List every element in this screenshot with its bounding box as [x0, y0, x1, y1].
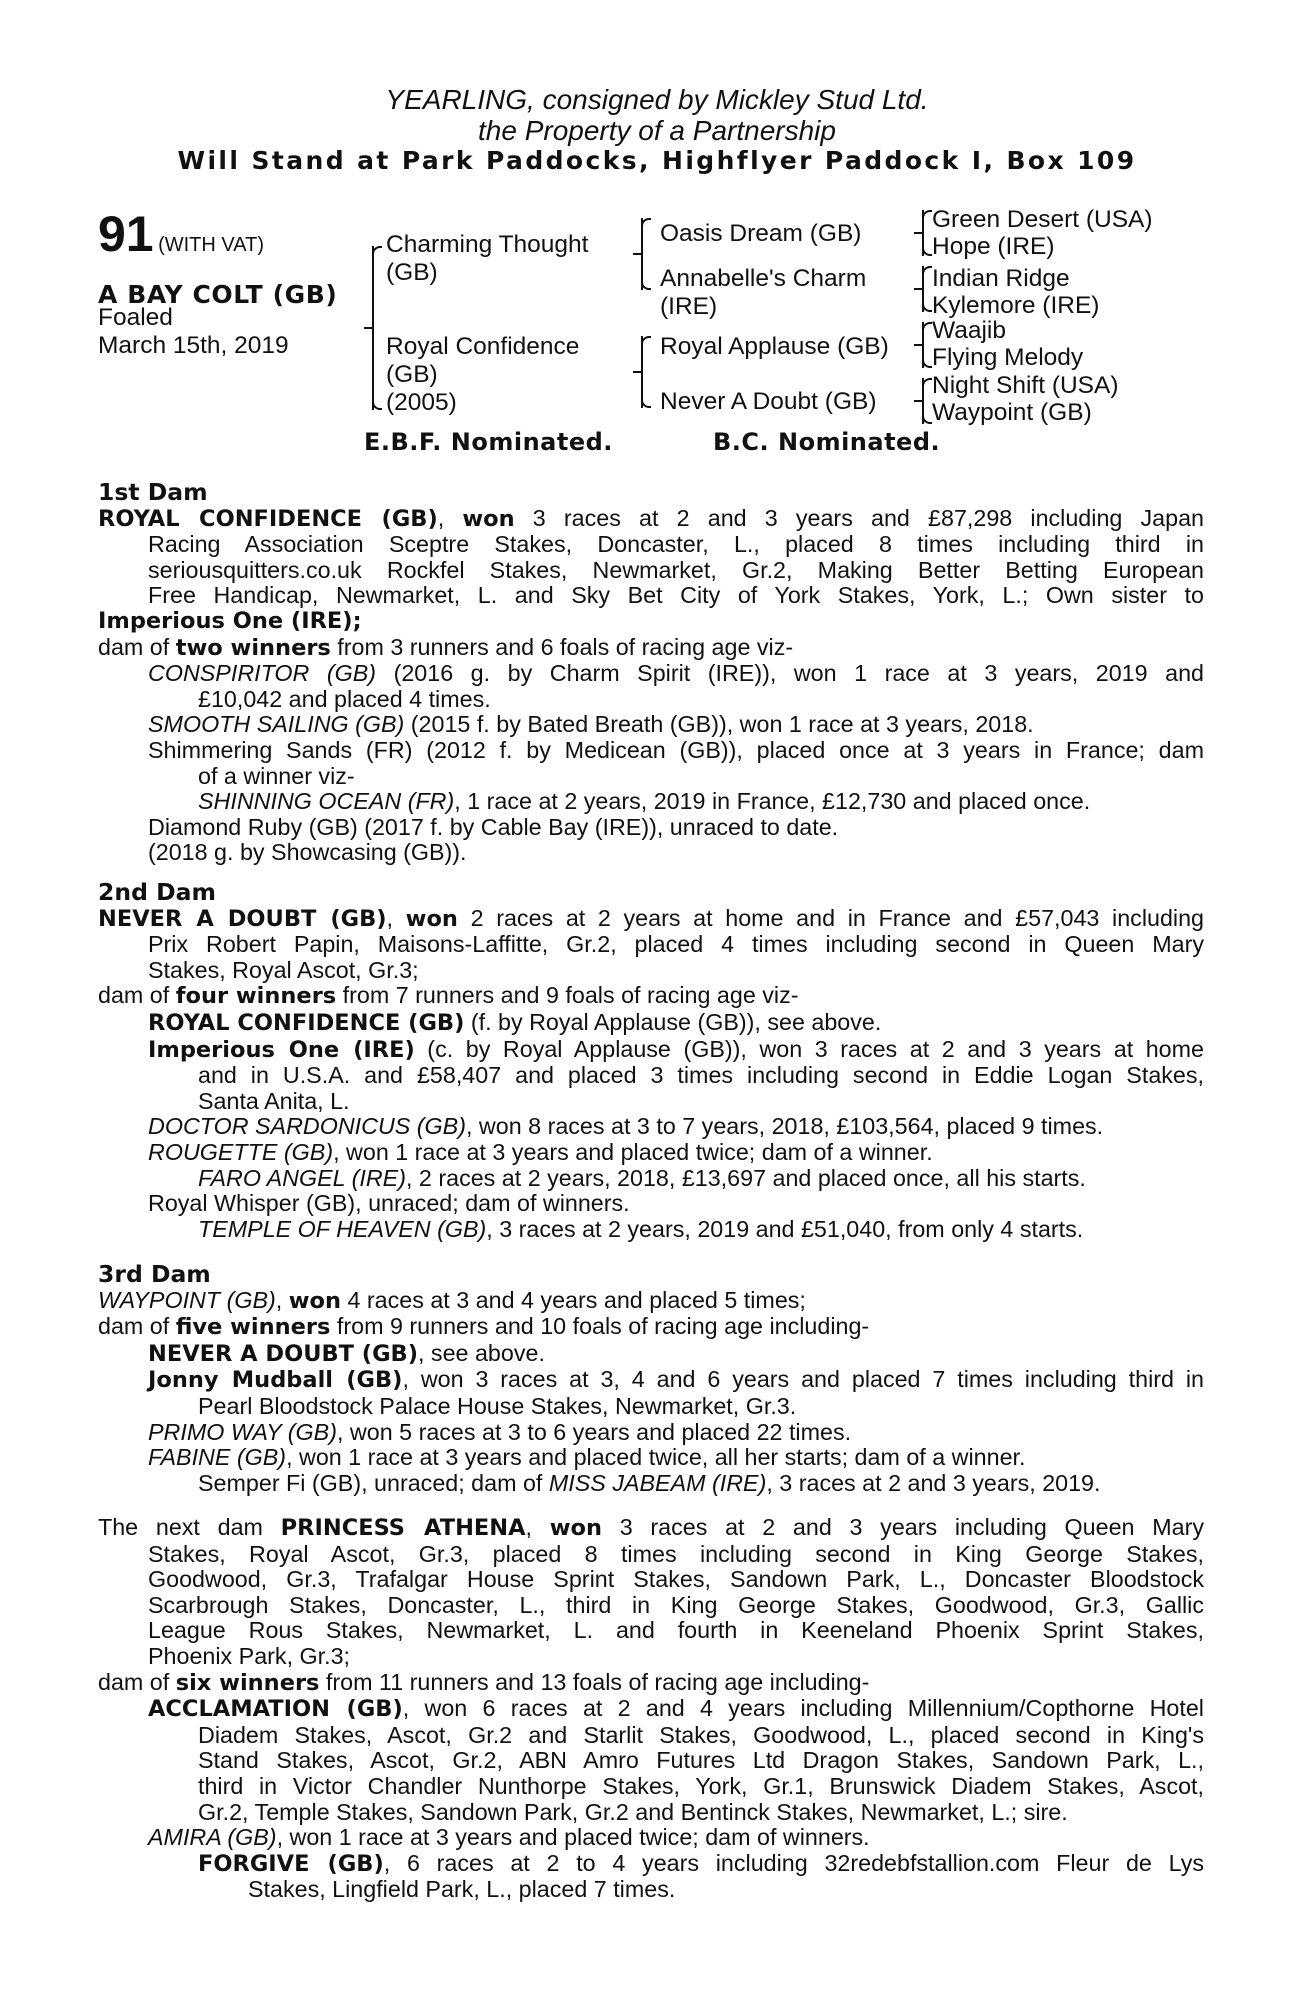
produce-primo-way: PRIMO WAY (GB), won 5 races at 3 to 6 years and placed 22 times.	[148, 1418, 852, 1445]
horse-name: A BAY COLT (GB)	[98, 280, 338, 309]
pedigree-brace-sire	[641, 218, 643, 290]
pedigree-g1: Green Desert (USA)	[932, 206, 1153, 233]
second-dam-section	[98, 880, 1204, 1242]
second-dam-heading: 2nd Dam	[98, 878, 216, 906]
first-dam-line-5: Imperious One (IRE);	[98, 607, 362, 634]
produce-forgive-cont: Stakes, Lingfield Park, L., placed 7 times.	[248, 1876, 676, 1903]
pedigree-brace-g2	[922, 266, 924, 312]
produce-jonny-mudball-cont: Pearl Bloodstock Palace House Stakes, Newmarket, Gr.3.	[198, 1392, 797, 1419]
next-dam-line-1: The next dam PRINCESS ATHENA, won 3 races at 2 and 3 years including Queen Mary	[98, 1514, 1204, 1541]
produce-shinning-ocean: SHINNING OCEAN (FR), 1 race at 2 years, 2019 in France, £12,730 and placed once.	[198, 788, 1091, 815]
first-dam-heading: 1st Dam	[98, 478, 208, 506]
pedigree-brace-main	[372, 246, 374, 410]
pedigree-dam-sire: Royal Applause (GB)	[660, 333, 889, 360]
header-line-2: the Property of a Partnership	[478, 115, 836, 146]
third-dam-section	[98, 1262, 1204, 1496]
first-dam-line-4: Free Handicap, Newmarket, L. and Sky Bet City of York Stakes, York, L.; Own sister to	[148, 582, 1204, 609]
produce-acclamation-cont-2: Stand Stakes, Ascot, Gr.2, ABN Amro Futures Ltd Dragon Stakes, Sandown Park, L.,	[198, 1747, 1204, 1774]
produce-fabine: FABINE (GB), won 1 race at 3 years and placed twice, all her starts; dam of a winner.	[148, 1444, 1026, 1471]
produce-conspiritor-cont: £10,042 and placed 4 times.	[198, 685, 491, 712]
second-dam-line-1: NEVER A DOUBT (GB), won 2 races at 2 years at home and in France and £57,043 including	[98, 904, 1204, 932]
produce-imperious-one: Imperious One (IRE) (c. by Royal Applause (GB)), won 3 races at 2 and 3 years at home	[148, 1035, 1204, 1063]
produce-smooth-sailing: SMOOTH SAILING (GB) (2015 f. by Bated Breath (GB)), won 1 race at 3 years, 2018.	[148, 711, 1034, 738]
produce-shimmering-sands-cont: of a winner viz-	[198, 762, 355, 789]
produce-shimmering-sands: Shimmering Sands (FR) (2012 f. by Medicean (GB)), placed once at 3 years in France; dam	[148, 736, 1204, 763]
produce-2018-colt: (2018 g. by Showcasing (GB)).	[148, 839, 467, 866]
produce-acclamation-cont-1: Diadem Stakes, Ascot, Gr.2 and Starlit Stakes, Goodwood, L., placed second in King's	[198, 1721, 1204, 1748]
first-dam-line-3: seriousquitters.co.uk Rockfel Stakes, Newmarket, Gr.2, Making Better Betting European	[148, 556, 1204, 583]
produce-rougette: ROUGETTE (GB), won 1 race at 3 years and placed twice; dam of a winner.	[148, 1138, 933, 1165]
first-dam-line-2: Racing Association Sceptre Stakes, Doncaster, L., placed 8 times including third in	[148, 531, 1204, 558]
pedigree-sire: Charming Thought (GB)	[386, 231, 589, 286]
produce-semper-fi: Semper Fi (GB), unraced; dam of MISS JABEAM (IRE), 3 races at 2 and 3 years, 2019.	[198, 1469, 1101, 1496]
next-dam-section	[98, 1515, 1204, 1903]
third-dam-produce-summary: dam of five winners from 9 runners and 10 foals of racing age including-	[98, 1313, 870, 1341]
ebf-nominated: E.B.F. Nominated.	[364, 428, 613, 456]
produce-forgive: FORGIVE (GB), 6 races at 2 to 4 years including 32redebfstallion.com Fleur de Lys	[198, 1849, 1204, 1877]
next-dam-line-2: Stakes, Royal Ascot, Gr.3, placed 8 times including second in King George Stakes,	[148, 1540, 1204, 1567]
produce-amira: AMIRA (GB), won 1 race at 3 years and placed twice; dam of winners.	[148, 1824, 870, 1851]
produce-temple-of-heaven: TEMPLE OF HEAVEN (GB), 3 races at 2 years, 2019 and £51,040, from only 4 starts.	[198, 1215, 1084, 1242]
produce-doctor-sardonicus: DOCTOR SARDONICUS (GB), won 8 races at 3 to 7 years, 2018, £103,564, placed 9 times.	[148, 1113, 1104, 1140]
pedigree-g2: Hope (IRE)	[932, 233, 1055, 260]
pedigree-g6: Flying Melody	[932, 344, 1084, 371]
header-line-1: YEARLING, consigned by Mickley Stud Ltd.	[385, 84, 929, 115]
pedigree-sire-dam: Annabelle's Charm (IRE)	[660, 265, 867, 320]
produce-faro-angel: FARO ANGEL (IRE), 2 races at 2 years, 2018, £13,697 and placed once, all his starts.	[198, 1164, 1086, 1191]
produce-imperious-one-cont: and in U.S.A. and £58,407 and placed 3 times including second in Eddie Logan Stakes,	[198, 1062, 1204, 1089]
pedigree-g3: Indian Ridge	[932, 265, 1070, 292]
first-dam-line-1: ROYAL CONFIDENCE (GB), won 3 races at 2 and 3 years and £87,298 including Japan	[98, 504, 1204, 532]
header-line-3: Will Stand at Park Paddocks, Highflyer Paddock I, Box 109	[177, 146, 1137, 175]
pedigree-g4: Kylemore (IRE)	[932, 292, 1100, 319]
pedigree-g8: Waypoint (GB)	[932, 399, 1092, 426]
second-dam-produce-summary: dam of four winners from 7 runners and 9 foals of racing age viz-	[98, 982, 799, 1010]
pedigree-dam-dam: Never A Doubt (GB)	[660, 388, 877, 415]
vat-note: (WITH VAT)	[158, 234, 264, 256]
foaled-date: March 15th, 2019	[98, 332, 289, 359]
pedigree-brace-g3	[922, 322, 924, 368]
produce-acclamation-cont-4: Gr.2, Temple Stakes, Sandown Park, Gr.2 and Bentinck Stakes, Newmarket, L.; sire.	[198, 1798, 1068, 1825]
pedigree-g5: Waajib	[932, 317, 1006, 344]
pedigree-brace-g4	[922, 378, 924, 424]
produce-conspiritor: CONSPIRITOR (GB) (2016 g. by Charm Spirit (IRE)), won 1 race at 3 years, 2019 and	[148, 660, 1204, 687]
next-dam-line-5: League Rous Stakes, Newmarket, L. and fourth in Keeneland Phoenix Sprint Stakes,	[148, 1617, 1204, 1644]
bc-nominated: B.C. Nominated.	[713, 428, 941, 456]
foaled-label: Foaled	[98, 304, 173, 331]
second-dam-line-2: Prix Robert Papin, Maisons-Laffitte, Gr.2, placed 4 times including second in Queen Mary	[148, 931, 1204, 958]
produce-royal-confidence: ROYAL CONFIDENCE (GB) (f. by Royal Applause (GB)), see above.	[148, 1008, 882, 1036]
next-dam-line-3: Goodwood, Gr.3, Trafalgar House Sprint Stakes, Sandown Park, L., Doncaster Bloodstock	[148, 1566, 1204, 1593]
third-dam-heading: 3rd Dam	[98, 1260, 211, 1288]
produce-acclamation-cont-3: third in Victor Chandler Nunthorpe Stakes, York, Gr.1, Brunswick Diadem Stakes, Ascot,	[198, 1772, 1204, 1799]
produce-jonny-mudball: Jonny Mudball (GB), won 3 races at 3, 4 and 6 years and placed 7 times including third in	[148, 1366, 1204, 1394]
produce-acclamation: ACCLAMATION (GB), won 6 races at 2 and 4 years including Millennium/Copthorne Hotel	[148, 1695, 1204, 1723]
next-dam-line-4: Scarbrough Stakes, Doncaster, L., third in King George Stakes, Goodwood, Gr.3, Gallic	[148, 1591, 1204, 1618]
next-dam-line-6: Phoenix Park, Gr.3;	[148, 1642, 351, 1669]
pedigree-brace-g1	[922, 210, 924, 256]
pedigree-brace-dam	[641, 336, 643, 408]
first-dam-produce-summary: dam of two winners from 3 runners and 6 foals of racing age viz-	[98, 633, 794, 661]
produce-imperious-one-cont-2: Santa Anita, L.	[198, 1087, 350, 1114]
lot-header	[98, 205, 264, 263]
pedigree-g7: Night Shift (USA)	[932, 372, 1119, 399]
lot-number: 91	[98, 206, 154, 262]
produce-diamond-ruby: Diamond Ruby (GB) (2017 f. by Cable Bay (IRE)), unraced to date.	[148, 813, 839, 840]
pedigree-sire-sire: Oasis Dream (GB)	[660, 220, 862, 247]
produce-royal-whisper: Royal Whisper (GB), unraced; dam of winners.	[148, 1190, 630, 1217]
next-dam-produce-summary: dam of six winners from 11 runners and 13 foals of racing age including-	[98, 1668, 870, 1696]
produce-never-a-doubt: NEVER A DOUBT (GB), see above.	[148, 1339, 545, 1367]
pedigree-dam: Royal Confidence (GB) (2005)	[386, 333, 580, 416]
first-dam-section	[98, 480, 1204, 866]
third-dam-line-1: WAYPOINT (GB), won 4 races at 3 and 4 years and placed 5 times;	[98, 1286, 806, 1314]
second-dam-line-3: Stakes, Royal Ascot, Gr.3;	[148, 956, 419, 983]
